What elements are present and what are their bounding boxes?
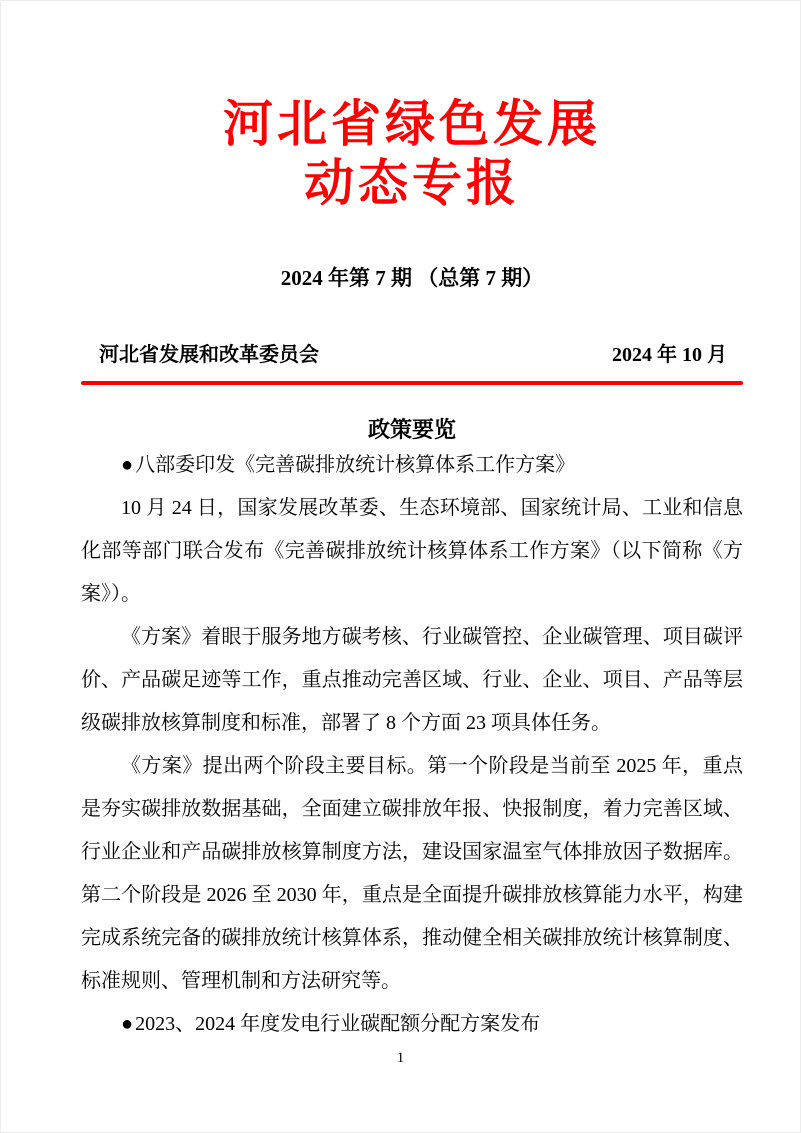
publisher-name: 河北省发展和改革委员会 xyxy=(99,344,319,366)
bullet-text-1: 八部委印发《完善碳排放统计核算体系工作方案》 xyxy=(135,454,576,476)
section-title: 政策要览 xyxy=(367,417,456,442)
paragraph-2: 《方案》着眼于服务地方碳考核、行业碳管控、企业碳管理、项目碳评价、产品碳足迹等工作，重点推动完善区域、行业、企业、项目、产品等层级碳排放核算制度和标准，部署了 8 个方面 23 项具体任务。 xyxy=(81,626,743,734)
publisher-row xyxy=(81,342,743,369)
title-line-1: 河北省绿色发展 xyxy=(223,96,601,152)
bullet-item-1 xyxy=(81,444,743,487)
title-line-2: 动态专报 xyxy=(304,155,520,211)
bullet-item-2 xyxy=(81,1003,743,1046)
issue-line: 2024 年第 7 期 （总第 7 期） xyxy=(280,266,544,290)
document-body xyxy=(81,416,743,1046)
masthead xyxy=(81,95,743,385)
paragraph-1: 10 月 24 日，国家发展改革委、生态环境部、国家统计局、工业和信息化部等部门联合发布《完善碳排放统计核算体系工作方案》（以下简称《方案》）。 xyxy=(81,497,743,605)
bullet-icon: ● xyxy=(121,454,134,476)
bullet-text-2: 2023、2024 年度发电行业碳配额分配方案发布 xyxy=(135,1013,541,1035)
bullet-icon: ● xyxy=(121,1013,134,1035)
red-divider-line xyxy=(81,381,743,385)
publish-date: 2024 年 10 月 xyxy=(612,344,727,366)
paragraph-3: 《方案》提出两个阶段主要目标。第一个阶段是当前至 2025 年，重点是夯实碳排放数据基础，全面建立碳排放年报、快报制度，着力完善区域、行业企业和产品碳排放核算制度方法，建设国家温室气体排放因子数据库。第二个阶段是 2026 至 2030 年，重点是全面提升碳排放核算能力水平，构建完成系统完备的碳排放统计核算体系，推动健全相关碳排放统计核算制度、标准规则、管理机制和方法研究等。 xyxy=(81,755,743,992)
bulletin-title xyxy=(81,95,743,213)
page-footer xyxy=(1,1051,800,1066)
page-number: 1 xyxy=(396,1050,405,1066)
